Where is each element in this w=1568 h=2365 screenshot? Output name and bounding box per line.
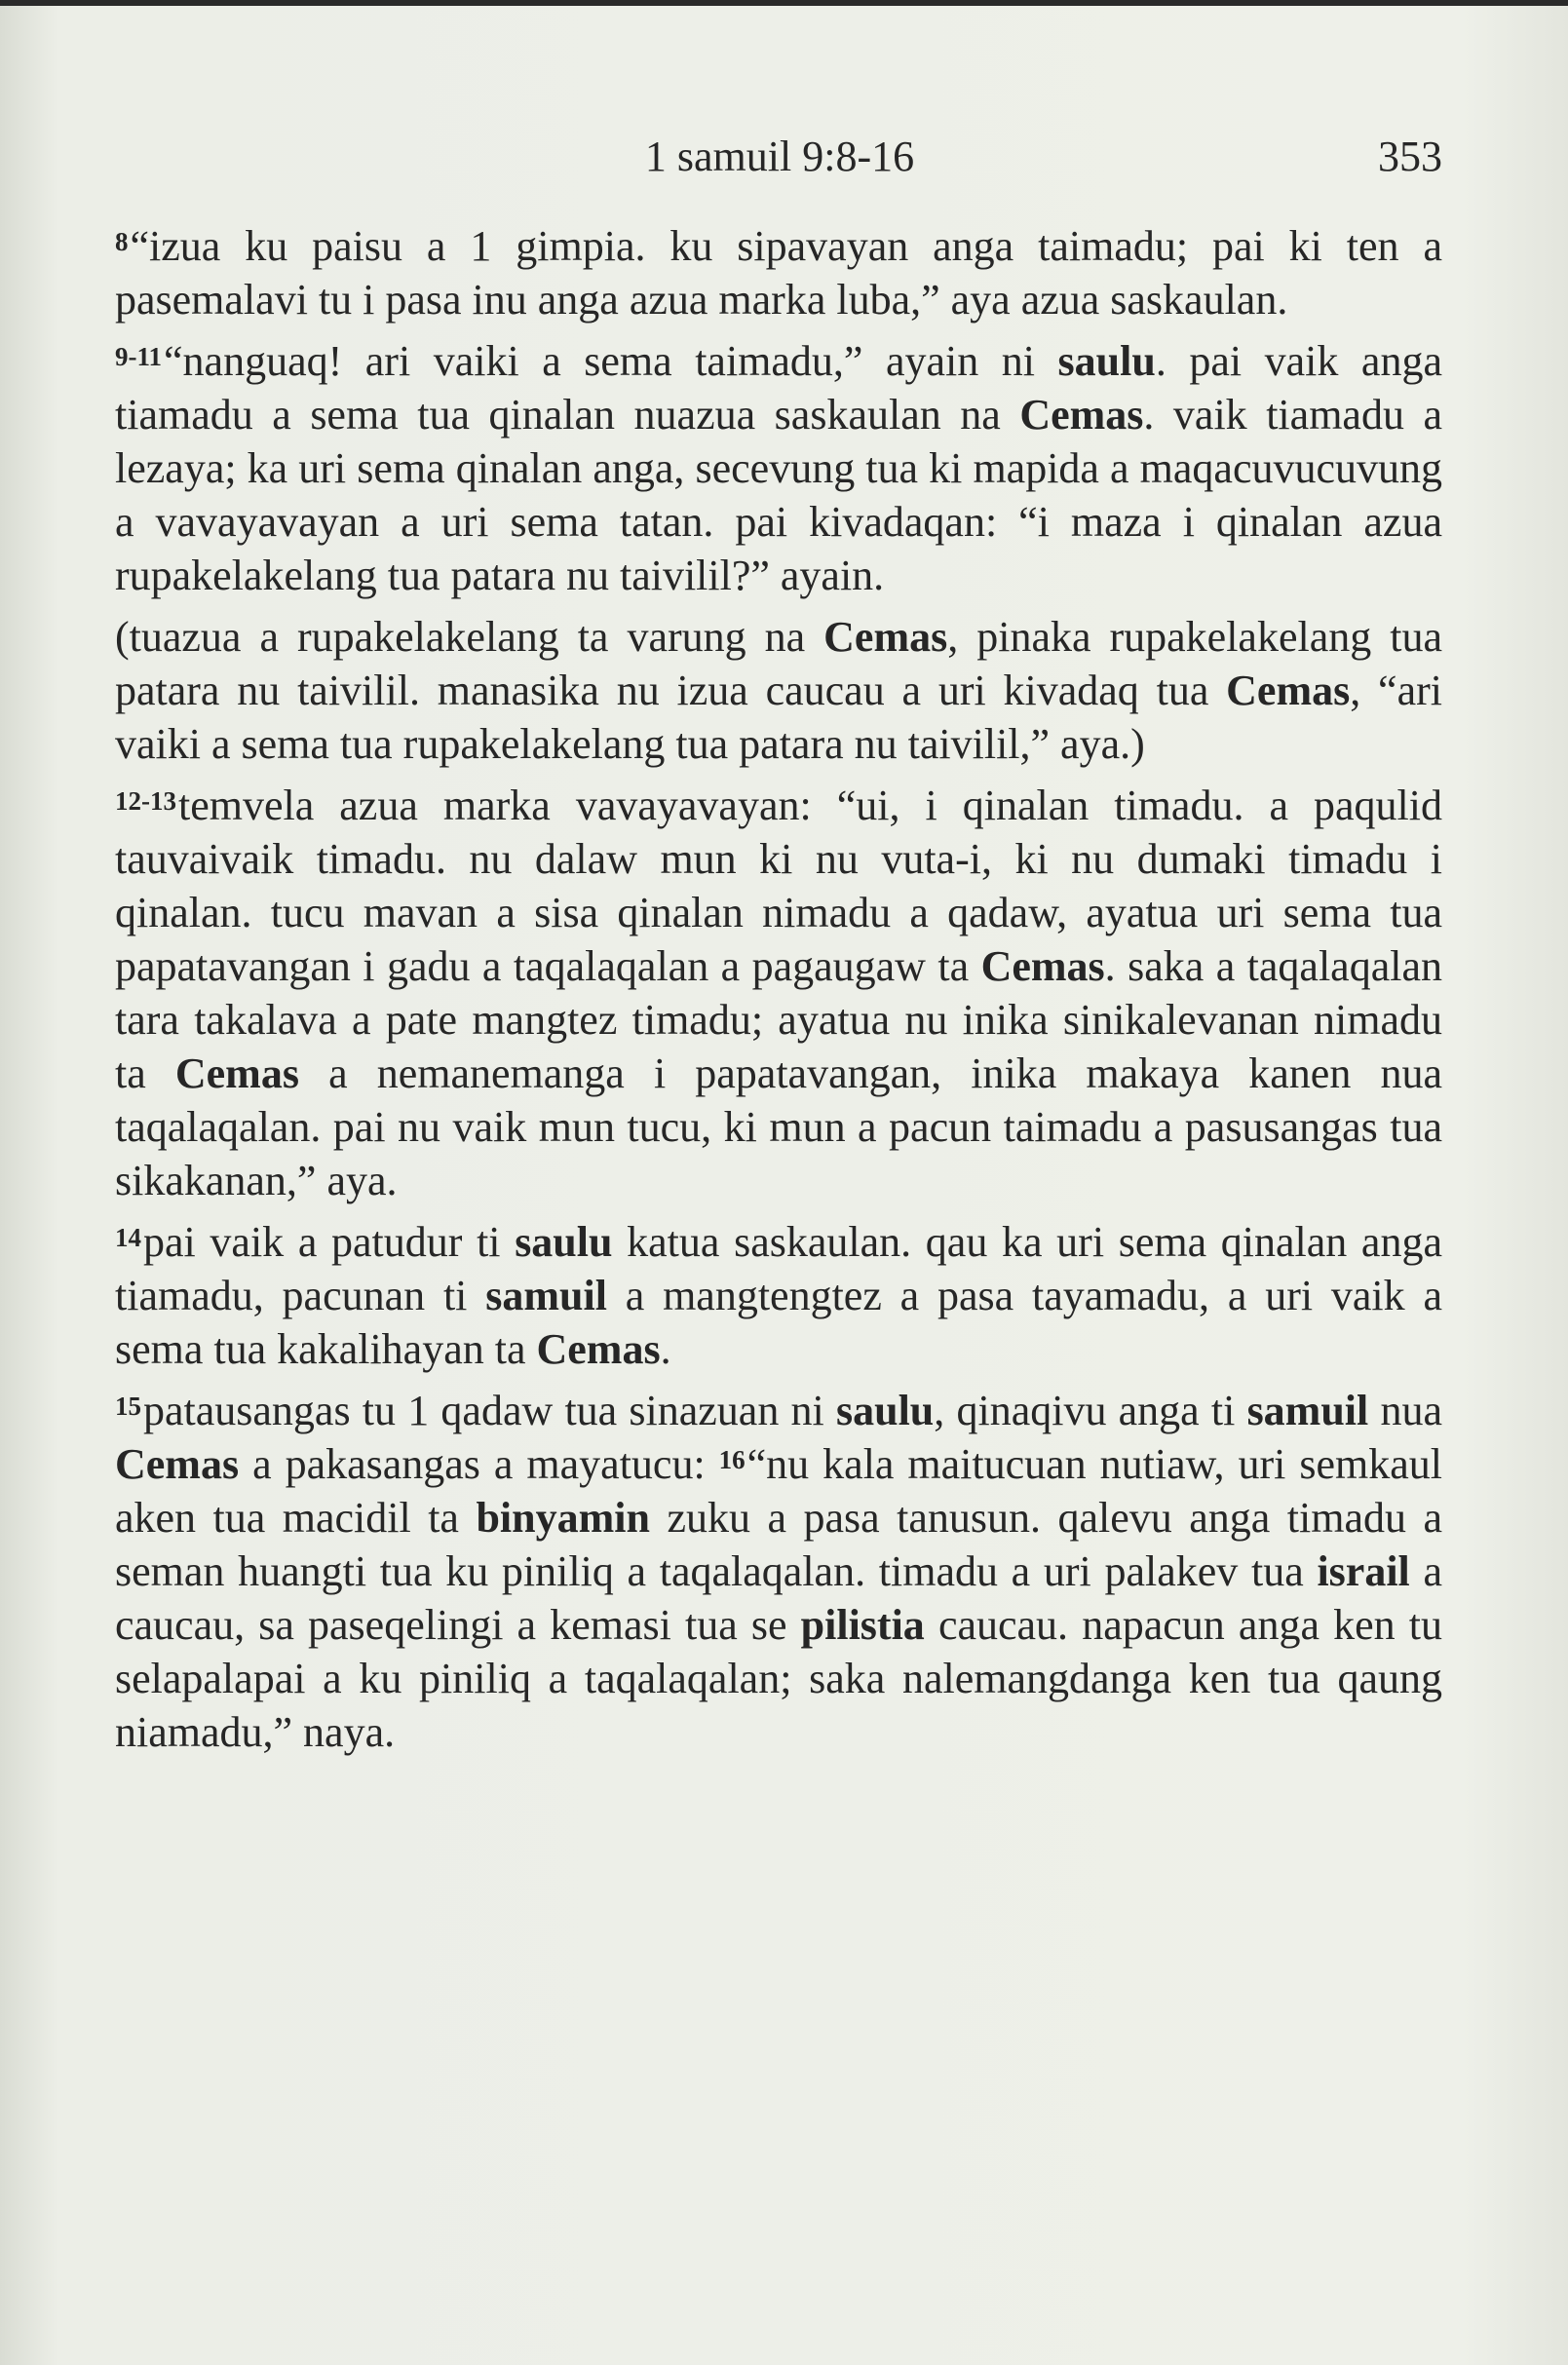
text-run: , pinaka rupakelakelang tua patara nu taivilil. manasika nu izua caucau a uri kivadaq tua	[115, 613, 1442, 714]
verse-number: 9-11	[115, 342, 163, 371]
text-run: , “ari vaiki a sema tua rupakelakelang tua patara nu taivilil,” aya.)	[115, 667, 1442, 768]
text-run: , qinaqivu anga ti	[934, 1387, 1247, 1434]
bold-name: Cemas	[823, 613, 948, 661]
verse-paragraph	[115, 219, 1442, 326]
bold-name: saulu	[835, 1387, 935, 1434]
page-number: 353	[1378, 133, 1442, 180]
verse-number: 12-13	[115, 786, 176, 816]
text-run: zuku a pasa tanusun. qalevu anga timadu a seman huangti tua ku piniliq a taqalaqalan. timadu a uri palakev tua	[115, 1494, 1442, 1595]
bold-name: Cemas	[536, 1325, 661, 1373]
bold-name: Cemas	[1226, 667, 1351, 714]
verse-number: 8	[115, 227, 129, 256]
text-run: a pakasangas a mayatucu:	[239, 1440, 719, 1488]
verse-number: 14	[115, 1223, 141, 1252]
verse-paragraph	[115, 610, 1442, 771]
page-edge	[0, 0, 1568, 6]
verse-number: 15	[115, 1392, 141, 1421]
bold-name: samuil	[1246, 1387, 1369, 1434]
verse-paragraph	[115, 1384, 1442, 1759]
text-run: nua	[1368, 1387, 1442, 1434]
bold-name: binyamin	[476, 1494, 650, 1542]
text-run: caucau. napacun anga ken tu selapalapai a ku piniliq a taqalaqalan; saka nalemangdanga ken tua qaung niamadu,” naya.	[115, 1601, 1442, 1756]
verse-paragraph	[115, 1215, 1442, 1376]
text-run: temvela azua marka vavayavayan: “ui, i qinalan timadu. a paqulid tauvaivaik timadu. nu dalaw mun ki nu vuta-i, ki nu dumaki timadu i qinalan. tucu mavan a sisa qinalan nimadu a qadaw, ayatua uri sema tua papatavangan i gadu a taqalaqalan a pagaugaw ta	[115, 782, 1442, 990]
bold-name: samuil	[485, 1272, 607, 1319]
bold-name: israil	[1317, 1547, 1410, 1595]
bold-name: Cemas	[980, 942, 1105, 990]
bold-name: Cemas	[1019, 391, 1144, 439]
text-run: . saka a taqalaqalan tara takalava a pate mangtez timadu; ayatua nu inika sinikalevanan nimadu ta	[115, 942, 1442, 1097]
body-text	[115, 219, 1442, 1767]
running-head: 1 samuil 9:8-16	[644, 133, 915, 180]
text-run: (tuazua a rupakelakelang ta varung na	[115, 613, 824, 661]
text-run: a nemanemanga i papatavangan, inika makaya kanen nua taqalaqalan. pai nu vaik mun tucu, ki mun a pacun taimadu a pasusangas tua sikakanan,” aya.	[115, 1049, 1442, 1204]
text-run: .	[660, 1325, 671, 1373]
bold-name: saulu	[1057, 337, 1156, 385]
text-run: “nu kala maitucuan nutiaw, uri semkaul aken tua macidil ta	[115, 1440, 1443, 1542]
bold-name: saulu	[515, 1218, 613, 1266]
text-run: . pai vaik anga tiamadu a sema tua qinalan nuazua saskaulan na	[115, 337, 1442, 439]
bold-name: pilistia	[800, 1601, 925, 1649]
page-header	[117, 132, 1442, 190]
text-run: pai vaik a patudur ti	[143, 1218, 516, 1266]
text-run: “nanguaq! ari vaiki a sema taimadu,” ayain ni	[164, 337, 1058, 385]
text-run: “izua ku paisu a 1 gimpia. ku sipavayan anga taimadu; pai ki ten a pasemalavi tu i pasa inu anga azua marka luba,” aya azua saskaulan.	[115, 222, 1442, 324]
text-run: katua saskaulan. qau ka uri sema qinalan anga tiamadu, pacunan ti	[115, 1218, 1442, 1319]
bold-name: Cemas	[174, 1049, 299, 1097]
verse-number: 16	[718, 1445, 746, 1474]
verse-paragraph	[115, 334, 1442, 602]
text-run: a caucau, sa paseqelingi a kemasi tua se	[115, 1547, 1443, 1649]
text-run: patausangas tu 1 qadaw tua sinazuan ni	[143, 1387, 836, 1434]
text-run: a mangtengtez a pasa tayamadu, a uri vaik a sema tua kakalihayan ta	[115, 1272, 1442, 1373]
text-run: . vaik tiamadu a lezaya; ka uri sema qinalan anga, secevung tua ki mapida a maqacuvucuvung a vavayavayan a uri sema tatan. pai kivadaqan: “i maza i qinalan azua rupakelakelang tua patara nu taivilil?” ayain.	[115, 391, 1442, 599]
verse-paragraph	[115, 779, 1442, 1207]
bold-name: Cemas	[115, 1440, 240, 1488]
